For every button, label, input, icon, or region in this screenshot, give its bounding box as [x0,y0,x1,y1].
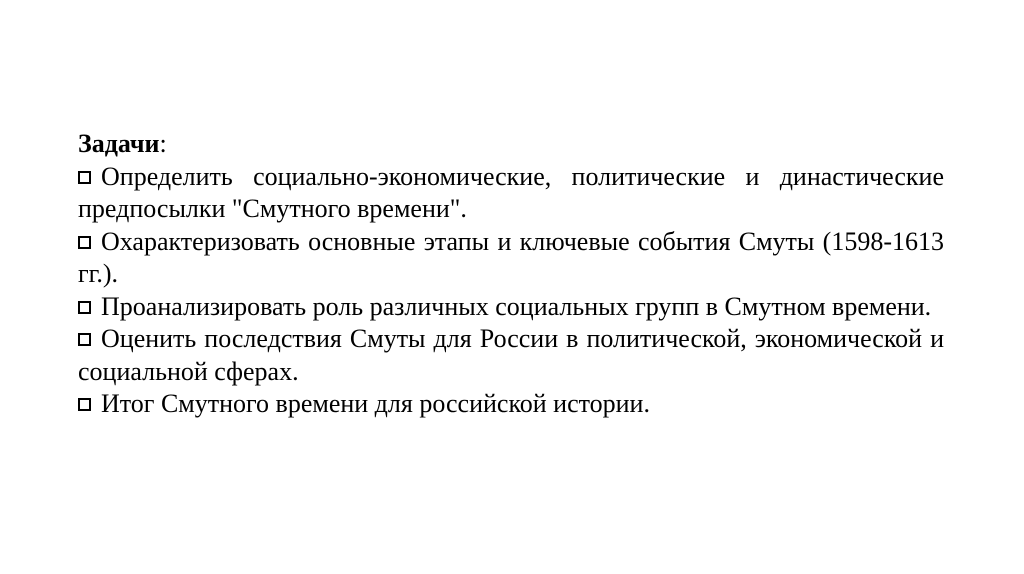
task-item [78,388,944,421]
task-item [78,323,944,388]
checkbox-icon [78,333,91,346]
tasks-heading-colon: : [159,129,167,158]
tasks-block [78,128,944,421]
task-text: Охарактеризовать основные этапы и ключевые события Смуты (1598-1613 гг.). [78,226,944,288]
checkbox-icon [78,301,91,314]
tasks-heading-title: Задачи [78,129,160,158]
task-text: Итог Смутного времени для российской истории. [101,389,650,418]
task-text: Оценить последствия Смуты для России в политической, экономической и социальной сферах. [78,324,944,386]
checkbox-icon [78,236,91,249]
checkbox-icon [78,398,91,411]
task-text: Проанализировать роль различных социальных групп в Смутном времени. [101,291,932,321]
task-text: Определить социально-экономические, политические и династические предпосылки "Смутного времени". [78,161,944,223]
task-item [78,161,944,226]
tasks-heading [78,128,944,161]
task-item [78,291,944,324]
checkbox-icon [78,171,91,184]
task-list [78,161,944,421]
task-item [78,226,944,291]
